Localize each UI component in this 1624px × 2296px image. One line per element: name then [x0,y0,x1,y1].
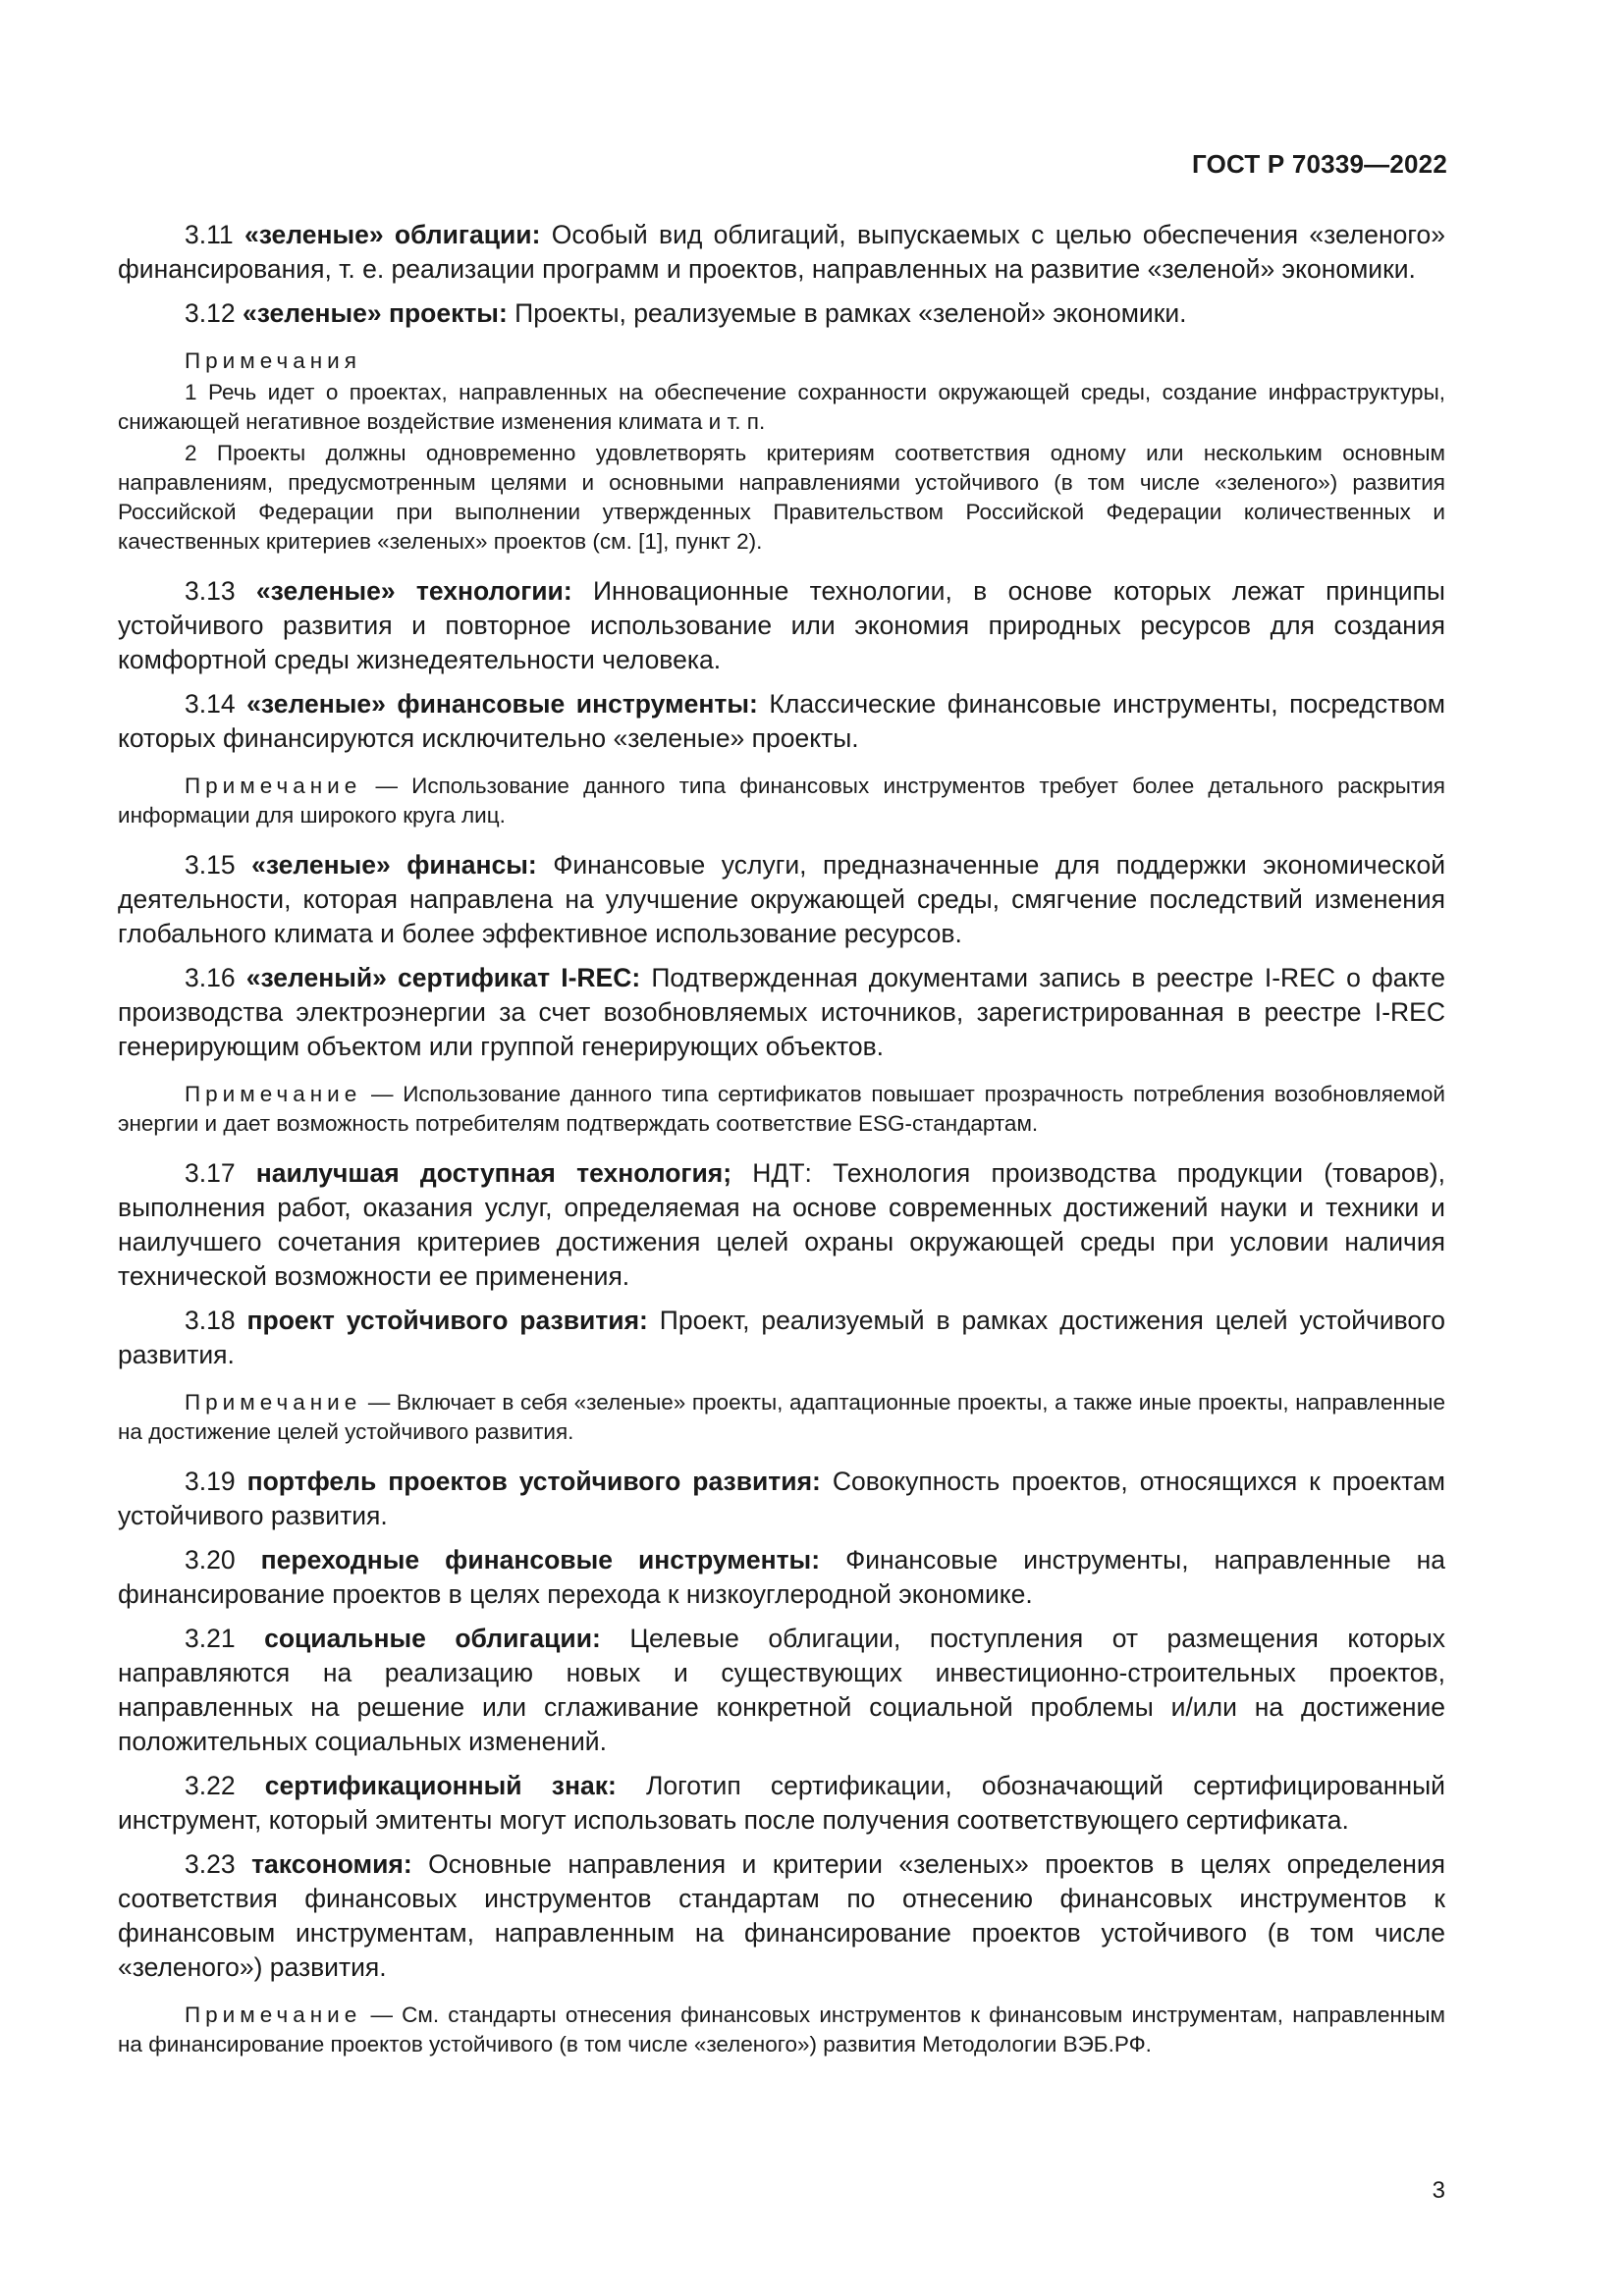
term-title: «зеленые» финансы: [251,850,537,880]
term-title: «зеленые» финансовые инструменты: [246,689,758,719]
note-3-18 [118,1388,1445,1447]
term-3-16 [118,961,1445,1064]
term-number: 3.20 [185,1545,236,1575]
term-number: 3.14 [185,689,236,719]
term-title: социальные облигации: [264,1624,601,1653]
note-3-16 [118,1080,1445,1139]
term-title: таксономия: [251,1849,412,1879]
term-3-14 [118,687,1445,756]
term-3-18 [118,1304,1445,1372]
note-3-23 [118,2001,1445,2059]
term-3-19 [118,1465,1445,1533]
term-definition: Основные направления и критерии «зеленых» проектов в целях определения соответствия финансовых инструментов стандартам по отнесению финансовых инструментов к финансовым инструментам, направленным на финансирование проектов устойчивого (в том числе «зеленого») развития. [118,1849,1445,1982]
note-3-14 [118,772,1445,830]
term-definition: Особый вид облигаций, выпускаемых с целью обеспечения «зеленого» финансирования, т. е. реализации программ и проектов, направленных на развитие «зеленой» экономики. [118,220,1445,284]
term-number: 3.13 [185,576,236,606]
note-item-1: 1 Речь идет о проектах, направленных на обеспечение сохранности окружающей среды, создание инфраструктуры, снижающей негативное воздействие изменения климата и т. п. [118,380,1445,434]
term-number: 3.15 [185,850,236,880]
note-text: — Включает в себя «зеленые» проекты, адаптационные проекты, а также иные проекты, направленные на достижение целей устойчивого развития. [118,1390,1445,1444]
term-definition: Совокупность проектов, относящихся к проектам устойчивого развития. [118,1467,1445,1530]
term-title: портфель проектов устойчивого развития: [246,1467,821,1496]
term-title: сертификационный знак: [264,1771,617,1800]
term-definition: Логотип сертификации, обозначающий сертифицированный инструмент, который эмитенты могут использовать после получения соответствующего сертификата. [118,1771,1445,1835]
note-text: — См. стандарты отнесения финансовых инструментов к финансовым инструментам, направленным на финансирование проектов устойчивого (в том числе «зеленого») развития Методологии ВЭБ.РФ. [118,2002,1445,2056]
term-definition: Финансовые услуги, предназначенные для поддержки экономической деятельности, которая направлена на улучшение окружающей среды, смягчение последствий изменения глобального климата и более эффективное использование ресурсов. [118,850,1445,948]
term-definition: Проекты, реализуемые в рамках «зеленой» экономики. [514,298,1187,328]
term-number: 3.12 [185,298,236,328]
term-number: 3.23 [185,1849,236,1879]
term-title: проект устойчивого развития: [246,1306,648,1335]
term-definition: НДТ: Технология производства продукции (товаров), выполнения работ, оказания услуг, определяемая на основе современных достижений науки и техники и наилучшего сочетания критериев достижения целей охраны окружающей среды при условии наличия технической возможности ее применения. [118,1158,1445,1291]
note-heading: Примечания [185,348,361,373]
term-definition: Классические финансовые инструменты, посредством которых финансируются исключительно «зеленые» проекты. [118,689,1445,753]
term-number: 3.11 [185,220,234,249]
note-heading: Примечание [185,1390,362,1415]
note-heading: Примечание [185,1082,362,1106]
page-number: 3 [1432,2177,1445,2204]
note-heading: Примечание [185,774,362,798]
term-3-21 [118,1622,1445,1759]
term-definition: Подтвержденная документами запись в реестре I-REC о факте производства электроэнергии за счет возобновляемых источников, зарегистрированная в реестре I-REC генерирующим объектом или группой генерирующих объектов. [118,963,1445,1061]
term-title: «зеленые» проекты: [242,298,508,328]
term-title: «зеленый» сертификат I-REC: [245,963,641,992]
term-3-11 [118,218,1445,287]
note-heading: Примечание [185,2002,362,2027]
note-3-12 [118,347,1445,557]
term-number: 3.19 [185,1467,236,1496]
term-number: 3.16 [185,963,236,992]
term-3-22 [118,1769,1445,1838]
term-number: 3.22 [185,1771,236,1800]
term-title: «зеленые» облигации: [244,220,541,249]
term-definition: Финансовые инструменты, направленные на финансирование проектов в целях перехода к низкоуглеродной экономике. [118,1545,1445,1609]
term-definition: Проект, реализуемый в рамках достижения целей устойчивого развития. [118,1306,1445,1369]
term-3-12 [118,296,1445,331]
term-number: 3.18 [185,1306,236,1335]
term-definition: Инновационные технологии, в основе которых лежат принципы устойчивого развития и повторное использование или экономия природных ресурсов для создания комфортной среды жизнедеятельности человека. [118,576,1445,674]
term-title: переходные финансовые инструменты: [260,1545,821,1575]
term-3-15 [118,848,1445,951]
term-definition: Целевые облигации, поступления от размещения которых направляются на реализацию новых и существующих инвестиционно-строительных проектов, направленных на решение или сглаживание конкретной социальной проблемы и/или на достижение положительных социальных изменений. [118,1624,1445,1756]
term-number: 3.17 [185,1158,236,1188]
term-3-20 [118,1543,1445,1612]
term-3-23 [118,1847,1445,1985]
document-body [118,218,1445,2077]
term-title: «зеленые» технологии: [255,576,572,606]
term-3-17 [118,1156,1445,1294]
term-title: наилучшая доступная технология; [255,1158,732,1188]
document-code: ГОСТ Р 70339—2022 [1192,149,1447,179]
note-text: — Использование данного типа финансовых инструментов требует более детального раскрытия информации для широкого круга лиц. [118,774,1445,828]
term-number: 3.21 [185,1624,236,1653]
term-3-13 [118,574,1445,677]
note-item-2: 2 Проекты должны одновременно удовлетворять критериям соответствия одному или нескольким основным направлениям, предусмотренным целями и основными направлениями устойчивого (в том числе «зеленого») развития Российской Федерации при выполнении утвержденных Правительством Российской Федерации количественных и качественных критериев «зеленых» проектов (см. [1], пункт 2). [118,441,1445,554]
note-text: — Использование данного типа сертификатов повышает прозрачность потребления возобновляемой энергии и дает возможность потребителям подтверждать соответствие ESG-стандартам. [118,1082,1445,1136]
